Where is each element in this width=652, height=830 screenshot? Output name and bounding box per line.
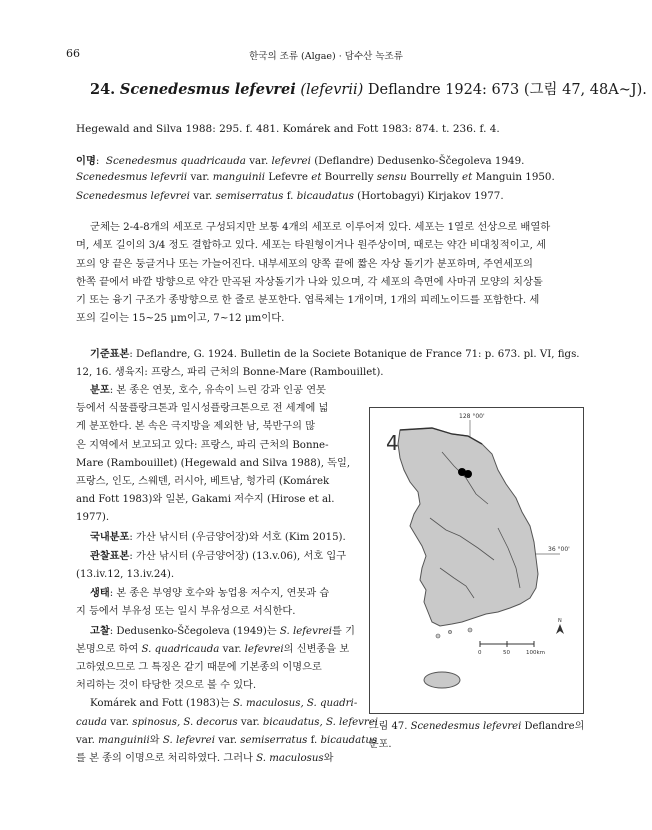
syn-text: (Hortobagyi) Kirjakov 1977. xyxy=(353,190,504,202)
island xyxy=(436,634,440,638)
syn-text: sensu xyxy=(376,171,407,183)
running-title: 한국의 조류 (Algae) · 담수산 녹조류 xyxy=(249,51,403,62)
distribution-line: and Fott 1983)와 일본, Gakami 저수지 (Hirose et al. xyxy=(76,494,335,506)
remarks-text: 처리하는 것이 타당한 것으로 볼 수 있다. xyxy=(76,680,257,692)
syn-text: et xyxy=(311,171,322,183)
syn-text: bicaudatus xyxy=(296,190,354,202)
description-line: 포의 길이는 15~25 μm이고, 7~12 μm이다. xyxy=(76,312,285,325)
longitude-label: 128 °00' xyxy=(459,413,485,420)
map-panel-number: 4 xyxy=(386,431,399,455)
references: Hegewald and Silva 1988: 295. f. 481. Komárek and Fott 1983: 874. t. 236. f. 4. xyxy=(76,123,500,135)
distribution-line: 1977). xyxy=(76,512,110,524)
species-authority: Deflandre 1924: 673 (그림 47, 48A~J). xyxy=(367,82,647,98)
north-arrow-icon xyxy=(556,624,564,634)
caption-species: Scenedesmus lefevrei xyxy=(410,721,522,732)
type-specimen-line: : Deflandre, G. 1924. Bulletin de la Societe Botanique de France 71: p. 673. pl. VI, figs. xyxy=(129,349,580,360)
observation-line: : 가산 낚시터 (우금양어장) (13.v.06), 서호 입구 xyxy=(129,550,347,562)
remarks-text: semiserratus xyxy=(240,734,308,746)
synonym-line-2 xyxy=(76,171,555,183)
remarks-text: S. lefevrei xyxy=(162,734,215,746)
remarks-text: var. xyxy=(76,734,99,746)
remarks-text: var. xyxy=(237,716,263,728)
description-line: 군체는 2-4-8개의 세포로 구성되지만 보통 4개의 세포로 이루어져 있다. 세포는 1열로 선상으로 배열하 xyxy=(90,221,551,233)
syn-text: semiserratus xyxy=(215,190,284,202)
description-line: 기 또는 융기 구조가 종방향으로 한 줄로 분포한다. 엽록체는 1개이며, 1개의 피레노이드를 포함한다. 세 xyxy=(76,294,540,307)
caption-line-2: 분포. xyxy=(369,739,392,750)
remarks-text: 의 신변종을 보 xyxy=(283,643,350,655)
species-name: Scenedesmus lefevrei xyxy=(119,81,296,98)
distribution-line: 프랑스, 인도, 스웨덴, 러시아, 베트남, 헝가리 (Komárek xyxy=(76,476,330,488)
synonym-line-3 xyxy=(76,190,504,202)
island xyxy=(468,628,472,632)
caption-prefix: 그림 47. xyxy=(369,721,411,732)
distribution-map xyxy=(370,408,583,713)
remarks-text: S. maculosus xyxy=(256,753,324,765)
type-specimen-label: 기준표본 xyxy=(90,348,130,360)
syn-text: var. xyxy=(187,171,213,183)
syn-text: Lefevre xyxy=(265,171,312,183)
remarks-text: bicaudatus, S. lefevrei xyxy=(262,716,379,728)
syn-text: Bourrelly xyxy=(406,171,463,183)
species-title xyxy=(90,78,647,99)
type-specimen xyxy=(76,345,586,382)
remarks-text: 와 xyxy=(149,734,163,746)
distribution-line: Mare (Rambouillet) (Hegewald and Silva 1988), 독일, xyxy=(76,457,351,469)
type-specimen-line: 12, 16. 생육지: 프랑스, 파리 근처의 Bonne-Mare (Rambouillet). xyxy=(76,367,384,379)
page-number: 66 xyxy=(66,47,80,60)
observation-line: (13.iv.12, 13.iv.24). xyxy=(76,569,175,581)
island xyxy=(448,630,451,633)
distribution-line: 등에서 식물플랑크톤과 일시성플랑크톤으로 전 세계에 넓 xyxy=(76,403,329,415)
remarks-text: var. xyxy=(106,716,133,728)
description-paragraph xyxy=(76,218,586,328)
left-column xyxy=(76,381,379,768)
distribution-map-figure xyxy=(369,407,584,714)
remarks-text: 를 기 xyxy=(331,625,355,637)
korean-peninsula-land xyxy=(398,428,538,626)
remarks-text: S. lefevrei xyxy=(279,625,332,637)
domestic-text: : 가산 낚시터 (우금양어장)와 서호 (Kim 2015). xyxy=(129,531,346,543)
syn-text: (Deflandre) Dedusenko-Ščegoleva 1949. xyxy=(310,155,525,167)
remarks-text: : Dedusenko-Ščegoleva (1949)는 xyxy=(109,625,280,637)
north-label: N xyxy=(558,618,562,624)
remarks-text: var. xyxy=(214,734,241,746)
syn-text: var. xyxy=(245,155,272,167)
remarks-text: spinosus, S. decorus xyxy=(132,716,238,728)
distribution-line: : 본 종은 연못, 호수, 유속이 느린 강과 인공 연못 xyxy=(109,385,326,396)
remarks-text: f. xyxy=(307,734,321,746)
remarks-text: lefevrei xyxy=(244,643,284,655)
ecology-line: 지 등에서 부유성 또는 일시 부유성으로 서식한다. xyxy=(76,606,296,618)
synonym-label: 이명 xyxy=(76,155,96,167)
syn-text: Scenedesmus quadricauda xyxy=(105,155,246,167)
remarks-text: 본명으로 하여 xyxy=(76,643,142,655)
synonym-line-1: 이명: Scenedesmus quadricauda var. lefevrei (Deflandre) Dedusenko-Ščegoleva 1949. xyxy=(76,155,525,167)
syn-text: Scenedesmus lefevrii xyxy=(76,171,188,183)
scale-label: 100km xyxy=(526,650,546,656)
scale-label: 50 xyxy=(503,650,510,656)
remarks-label: 고찰 xyxy=(90,624,110,637)
description-line: 며, 세포 길이의 3/4 정도 결합하고 있다. 세포는 타원형이거나 원주상이며, 때로는 약간 비대칭적이고, 세 xyxy=(76,239,547,252)
occurrence-point xyxy=(464,470,472,478)
remarks-text: 와 xyxy=(323,753,334,765)
description-line: 포의 양 끝은 둥글거나 또는 가늘어진다. 내부세포의 양쪽 끝에 짧은 자상 돌기가 분포하며, 주연세포의 xyxy=(76,257,533,270)
figure-caption xyxy=(369,718,589,754)
syn-text: manguinii xyxy=(212,171,266,183)
syn-text: lefevrei xyxy=(271,155,311,167)
ecology-label: 생태 xyxy=(90,587,110,600)
distribution-label: 분포 xyxy=(90,384,110,396)
remarks-text: S. quadricauda xyxy=(141,643,220,655)
jeju-island xyxy=(424,672,460,688)
description-line: 한쪽 끝에서 바깥 방향으로 약간 만곡된 자상돌기가 나와 있으며, 각 세포의 측면에 사마귀 모양의 치상돌 xyxy=(76,275,543,288)
syn-text: Scenedesmus lefevrei xyxy=(76,190,190,202)
remarks-text: var. xyxy=(219,643,245,655)
remarks-text: Komárek and Fott (1983)는 xyxy=(90,698,233,710)
observation-label: 관찰표본 xyxy=(90,549,130,562)
remarks-text: S. maculosus, S. quadri- xyxy=(232,698,358,710)
species-number: 24. xyxy=(90,81,116,98)
syn-text: f. xyxy=(283,190,297,202)
syn-text: Bourrelly xyxy=(321,171,377,183)
species-variant: (lefevrii) xyxy=(300,82,364,98)
ecology-line: : 본 종은 부영양 호수와 농업용 저수지, 연못과 습 xyxy=(109,588,330,600)
syn-text: et xyxy=(462,171,473,183)
latitude-label: 36 °00' xyxy=(548,546,570,553)
distribution-line: 은 지역에서 보고되고 있다: 프랑스, 파리 근처의 Bonne- xyxy=(76,439,329,451)
remarks-text: 를 본 종의 이명으로 처리하였다. 그러나 xyxy=(76,753,257,765)
domestic-label: 국내분포 xyxy=(90,530,130,543)
remarks-text: manguinii xyxy=(98,734,150,746)
remarks-text: cauda xyxy=(76,716,107,728)
syn-text: Manguin 1950. xyxy=(472,171,555,183)
scale-label: 0 xyxy=(478,650,482,656)
caption-suffix: Deflandre의 xyxy=(521,721,585,732)
distribution-line: 게 분포한다. 본 속은 극지방을 제외한 남, 북반구의 많 xyxy=(76,421,316,433)
syn-text: var. xyxy=(189,190,216,202)
remarks-text: bicaudatus xyxy=(320,734,378,746)
remarks-text: 고하였으므로 그 특징은 같기 때문에 기본종의 이명으로 xyxy=(76,662,322,674)
